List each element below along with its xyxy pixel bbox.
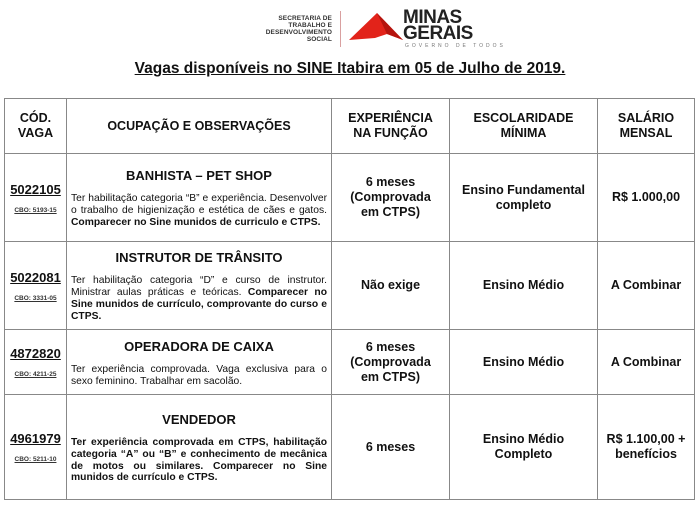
experience-cell xyxy=(332,330,450,395)
cbo-code: CBO: 3331-05 xyxy=(14,294,57,302)
experience-line: em CTPS) xyxy=(360,369,421,384)
education-line: Ensino Fundamental xyxy=(462,182,585,197)
header-experience: EXPERIÊNCIA NA FUNÇÃO xyxy=(332,99,450,154)
table-row xyxy=(5,330,695,395)
salary-line: benefícios xyxy=(615,447,677,461)
occupation-description xyxy=(71,437,327,484)
page-header xyxy=(262,8,517,50)
header-occupation: OCUPAÇÃO E OBSERVAÇÕES xyxy=(67,99,332,154)
code-cell xyxy=(5,330,67,395)
secretaria-line: TRABALHO E xyxy=(288,22,332,29)
experience-line: 6 meses xyxy=(365,175,416,189)
experience-line: Não exige xyxy=(360,278,421,292)
education-cell xyxy=(450,330,598,395)
secretaria-line: SECRETARIA DE xyxy=(278,15,332,22)
secretaria-line: SOCIAL xyxy=(306,36,332,43)
salary-line: A Combinar xyxy=(610,278,682,292)
experience-cell xyxy=(332,242,450,330)
code-cell xyxy=(5,242,67,330)
code-cell xyxy=(5,154,67,242)
cbo-code: CBO: 5193-15 xyxy=(14,206,57,214)
header-salary: SALÁRIO MENSAL xyxy=(598,99,695,154)
salary-cell xyxy=(598,330,695,395)
salary-cell xyxy=(598,154,695,242)
occupation-title: OPERADORA DE CAIXA xyxy=(124,338,274,354)
salary-line: A Combinar xyxy=(610,354,682,369)
cbo-code: CBO: 4211-25 xyxy=(14,371,57,378)
description-text: Ter experiência comprovada. Vaga exclusiva para o sexo feminino. Trabalhar em sacolão. xyxy=(71,363,327,387)
table-row xyxy=(5,395,695,500)
occupation-cell xyxy=(67,154,332,242)
description-text: Ter habilitação categoria “B” e experiência. Desenvolver o trabalho de higienização e estética de cães e gatos. xyxy=(71,193,327,217)
education-line: Completo xyxy=(494,447,553,461)
occupation-cell xyxy=(67,242,332,330)
description-text: Ter habilitação categoria “D” e curso de instrutor. Ministrar aulas práticas e teóricas. xyxy=(71,275,327,299)
occupation-title: BANHISTA – PET SHOP xyxy=(126,168,272,184)
table-row xyxy=(5,242,695,330)
logo-wordmark xyxy=(403,7,473,44)
experience-line: 6 meses xyxy=(365,339,416,354)
education-cell xyxy=(450,395,598,500)
logo-line2: GERAIS xyxy=(403,23,473,44)
salary-line: R$ 1.000,00 xyxy=(611,190,681,204)
secretaria-label xyxy=(262,15,332,43)
experience-line: em CTPS) xyxy=(360,205,421,219)
salary-cell xyxy=(598,395,695,500)
header-code: CÓD. VAGA xyxy=(5,99,67,154)
occupation-description xyxy=(71,193,327,228)
logo-line1: MINAS xyxy=(403,7,462,28)
minas-gerais-logo xyxy=(347,8,517,50)
education-line: completo xyxy=(495,197,552,212)
salary-cell xyxy=(598,242,695,330)
education-cell xyxy=(450,242,598,330)
salary-line: R$ 1.100,00 + xyxy=(606,432,686,446)
logo-tagline: GOVERNO DE TODOS xyxy=(405,43,506,49)
experience-line: (Comprovada xyxy=(350,354,431,369)
page-title: Vagas disponíveis no SINE Itabira em 05 de Julho de 2019. xyxy=(134,60,566,77)
job-code: 4961979 xyxy=(10,431,61,446)
mountain-logo-icon xyxy=(347,10,405,42)
secretaria-line: DESENVOLVIMENTO xyxy=(265,29,332,36)
occupation-description xyxy=(71,364,327,388)
description-bold: Comparecer no Sine munidos de curriculo e CTPS. xyxy=(71,216,321,228)
occupation-title: VENDEDOR xyxy=(162,411,236,427)
job-code: 4872820 xyxy=(10,346,61,361)
occupation-cell xyxy=(67,330,332,395)
description-bold: Ter experiência comprovada em CTPS, habilitação categoria “A” ou “B” e conhecimento de mecânica de motos ou similares. Comparecer no Sine munidos de currículo e CTPS. xyxy=(71,436,327,484)
experience-cell xyxy=(332,395,450,500)
cbo-code: CBO: 5211-10 xyxy=(14,456,57,463)
occupation-cell xyxy=(67,395,332,500)
table-row xyxy=(5,154,695,242)
experience-line: (Comprovada xyxy=(350,190,431,204)
header-education: ESCOLARIDADE MÍNIMA xyxy=(450,99,598,154)
education-line: Ensino Médio xyxy=(482,278,565,292)
job-code: 5022081 xyxy=(10,269,61,285)
experience-line: 6 meses xyxy=(365,439,416,454)
header-divider xyxy=(340,11,341,47)
experience-cell xyxy=(332,154,450,242)
education-line: Ensino Médio xyxy=(482,354,565,369)
job-code: 5022105 xyxy=(10,181,61,197)
description-bold: Comparecer no Sine munidos de currículo, comprovante do curso e CTPS. xyxy=(71,287,327,322)
occupation-description xyxy=(71,275,327,322)
table-header-row xyxy=(5,99,695,154)
education-cell xyxy=(450,154,598,242)
jobs-table xyxy=(4,98,695,500)
education-line: Ensino Médio xyxy=(482,432,565,446)
occupation-title: INSTRUTOR DE TRÂNSITO xyxy=(115,250,283,266)
code-cell xyxy=(5,395,67,500)
